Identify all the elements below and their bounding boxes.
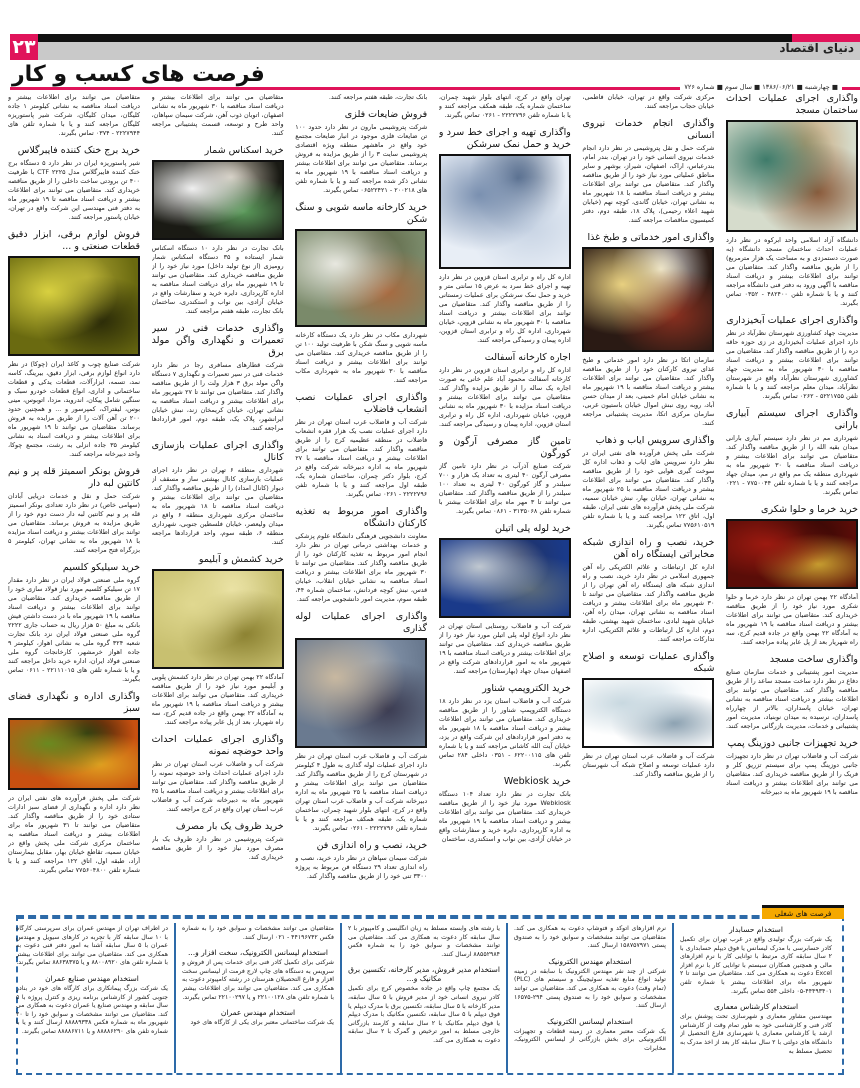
job-description: نرم افزارهای اتوکد و فتوشاپ دعوت به همکاری می کند. متقاضیان می توانند مشخصات و سوابق خود را به صندوق پستی ۱۵۸۷۵۷۹۷۱ ارسال کنند. — [514, 925, 666, 950]
news-article — [152, 145, 284, 316]
article-headline: خرید سیلیکو کلسیم — [62, 562, 140, 573]
job-description: شرکتی از چند نفر مهندس الکترونیک با سابقه در زمینه تولید انواع منابع تغذیه سوئیچینگ و سیستم های (PLC) (تمام وقت) دعوت به همکاری می کند. متقاضیان می توانند مشخصات و سوابق خود را به صندوق پستی ۲۹۴-۱۶۵۷۵ ارسال کنند. — [514, 967, 666, 1010]
article-body: شهرداری مم در نظر دارد سیستم آبیاری بارانی میدان بقیه الله را از طریق مناقصه واگذار کند. متقاضیان می توانند برای اطلاعات بیشتر و دریافت اسناد مناقصه با ۳۰ شهریور ماه به شهرداری منطقه یک مم واقع در مم، میدان جهاد مراجعه کنند و یا با شماره تلفن ۷۷۵۰۰۴۴ - ۰۲۲۱ تماس بگیرند. — [726, 434, 858, 496]
job-listing — [16, 974, 168, 1037]
news-article — [582, 651, 714, 779]
news-article — [295, 93, 427, 102]
article-body: آمادگاه ۲۲ بهمن تهران در نظر دارد خرما و حلوا شکری مورد نیاز خود را از طریق مناقصه خریداری کند. متقاضیان می توانند برای اطلاعات بیشتر و دریافت اسناد مناقصه با ۱۹ شهریور ماه به آمادگاه ۲۲ بهمن واقع در جاده قدیم کرج، سه راه شهریار بعد از پل عابر پیاده مراجعه کنند. — [726, 593, 858, 646]
article-headline: واگذاری عملیات توسعه و اصلاح شبکه — [582, 651, 715, 674]
job-description: شرکتی برای تکمیل کادر فنی برای خدمات پس از فروش و سرویس به دستگاه های چاپ لارج فرمت از لیسانس سخت افزار و فارغ التحصیلان هنرستان در رشته کامپیوتر دعوت به همکاری می کند. متقاضیان می توانند برای اطلاعات بیشتر با شماره تلفن های ۲۲۱۰۰۱۲۸ و یا ۲۲۱۰۰۲۹۷ تماس بگیرند. — [182, 959, 334, 1001]
article-headline: واگذاری اجرای عملیات نصب انشعاب فاضلاب — [295, 392, 428, 415]
job-column-1 — [680, 925, 832, 1073]
pipes-photo — [439, 538, 571, 618]
article-headline: خرید الکتروپمپ شناور — [482, 683, 571, 694]
job-listing — [182, 948, 334, 1002]
article-body: اداره کل ارتباطات و علائم الکتریکی راه آهن جمهوری اسلامی در نظر دارد خرید، نصب و راه اندازی شبکه های ایستگاه راه آهن تهران را از طریق مناقصه واگذار کند. متقاضیان می توانند تا ۳۰ شهریور ماه برای اطلاعات بیشتر و دریافت اسناد مناقصه به نشانی تهران، میدان راه آهن، خیابان شهید لبادی، ساختمان شهید بهشتی، طبقه دوم، اداره کل ارتباطات و علائم الکتریکی، اداره تدارکات مراجعه کنند. — [582, 563, 715, 643]
news-article — [726, 93, 858, 308]
article-body: شرکت آب و فاضلاب غرب استان تهران در نظر دارد اجرای عملیات نصب یک هزار فقره انشعاب فاضلاب در منطقه عظیمیه کرج را از طریق مناقصه واگذار کند. متقاضیان می توانند برای اطلاعات بیشتر و دریافت اسناد مناقصه با ۲۷ شهریور ماه به اداره دبیرخانه شرکت واقع در کرج، بلوار دکتر چمران، ساختمان شماره یک، طبقه اول مراجعه کنند و یا با شماره تلفن ۲۲۲۲۷۹۶ - ۰۲۶۱ تماس بگیرند. — [295, 418, 428, 498]
article-headline: فروش بونکر اسمیتز قله پر و نیم کانتین لبه دار — [8, 466, 140, 489]
news-article — [439, 436, 571, 516]
job-listing — [680, 925, 832, 996]
article-headline: واگذاری اداره و نگهداری فضای سبز — [8, 691, 140, 714]
news-column-4 — [295, 93, 427, 903]
article-body: متقاضیان می توانند برای اطلاعات بیشتر و دریافت اسناد مناقصه به نشانی کیلومتر ۱ جاده کلیگان، میدان کلیگان، شرکت شیر پاستوریزه کلیگان مراجعه کنند و یا با شماره تلفن های ۲۲۲۷۹۴۴ - ۰۳۷۴ تماس بگیرند. — [8, 93, 140, 137]
article-body: تهران واقع در کرج، انتهای بلوار شهید چمران، ساختمان شماره یک، طبقه همکف مراجعه کنند و یا با شماره تلفن ۲۲۲۲۷۹۶ - ۰۲۶۱ تماس بگیرند. — [438, 93, 571, 119]
job-listing — [182, 1008, 334, 1028]
news-article — [439, 352, 571, 429]
article-headline: واگذاری تهیه و اجرای خط سرد و خرید و حمل نمک سرشکن — [438, 127, 571, 150]
gears-photo — [8, 256, 140, 356]
article-body: شرکت آب و فاضلاب روستایی استان تهران در نظر دارد انواع لوله پلی اتیلن مورد نیاز خود را از طریق مناقصه خریداری کند. متقاضیان می توانند برای اطلاعات بیشتر و دریافت اسناد مناقصه با ۱۹ شهریور ماه به امور قراردادهای شرکت واقع در اصفهان میدان جهاد (بهارستان) مراجعه کنند. — [438, 622, 571, 675]
article-headline: واگذاری اجرای عملیات احداث واحد حوضچه نمونه — [151, 734, 284, 757]
article-headline: واگذاری خدمات فنی در سیر تعمیرات و نگهداری واگن مولد برق — [151, 323, 284, 358]
news-column-5 — [152, 93, 284, 903]
article-body: مرکزی شرکت واقع در تهران، خیابان فاطمی، خیابان حجاب مراجعه کنند. — [582, 93, 715, 110]
article-headline: واگذاری اجرای عملیات آبخیزداری — [726, 315, 858, 326]
pipeline-photo — [295, 638, 427, 748]
job-column-5 — [16, 925, 168, 1073]
article-body: شیر پاستوریزه ایران در نظر دارد ۵ دستگاه برج خنک کننده فایبرگلاس مدل ۲۲۲۵ CTF با ظرفیت ۴۰۰ تن برودتی ساخت داخلی را از طریق مناقصه خریداری کند. متقاضیان می توانند برای اطلاعات بیشتر و دریافت اسناد مناقصه تا ۱۹ شهریور ماه به دفتر فنی مهندسی این شرکت واقع در تهران، خیابان پاستور مراجعه کنند. — [8, 159, 140, 221]
article-headline: واگذاری اجرای عملیات احداث ساختمان مسجد — [726, 93, 858, 116]
article-body: سازمان اتکا در نظر دارد امور خدماتی و طبخ غذای نیروی کارکنان خود را از طریق مناقصه واگذار کند. متقاضیان می توانند برای اطلاعات بیشتر و دریافت اسناد مناقصه با ۱۹ شهریور ماه به نشانی خیابان امام خمینی، بعد از میدان حسن آباد، روبه روی نبش اموال خیابان باستیون غربی، سازمان مرکزی اتکا، مدیریت پشتیبانی مراجعه کنند. — [582, 356, 715, 427]
article-body: شرکت آب و فاضلاب عرب استان تهران در نظر دارد عملیات توسعه و اصلاح شبکه آب شهرستان را از طریق مناقصه واگذار کند. — [582, 752, 715, 778]
job-description: مهندسین مشاور معماری و شهرسازی تحت پوشش برای کادر فنی و کارشناسی خود به طور تمام وقت از کارشناس ارشد یا کارشناس معماری یا شهرسازی فارغ التحصیل از دانشگاه های دولتی با ۲ سال سابقه کار بعد از اخذ مدرک به تحصیل مسلط به — [680, 1013, 832, 1055]
article-headline: واگذاری اجرای عملیات لوله گذاری — [295, 611, 428, 634]
news-article — [439, 93, 571, 120]
news-article — [295, 109, 427, 195]
news-article — [152, 93, 284, 138]
news-article — [295, 840, 427, 881]
news-article — [8, 229, 140, 459]
job-listing — [514, 925, 666, 951]
news-article — [152, 554, 284, 727]
job-title: استخدام مهندس صنایع عمران — [45, 973, 139, 983]
news-article — [295, 506, 427, 604]
article-headline: فروش لوازم برقی، ابزار دقیق قطعات صنعتی و ... — [8, 229, 140, 252]
article-body: مدیریت جهاد کشاورزی شهرستان نظرآباد در نظر دارد اجرای عملیات آبخیزداری در زی حوزه حاقه دره را از طریق مناقصه واگذار کند. متقاضیان می توانند برای اطلاعات بیشتر و دریافت اسناد مناقصه با ۳۰ شهریور ماه به مدیریت جهاد کشاورزی شهرستان نظرآباد واقع در شهرستان نظرآباد، میدان معلم مراجعه کنند و یا با شماره تلفن ۵۲۲۱۷۵۵ - ۰۲۶۲ تماس بگیرند. — [726, 329, 858, 400]
news-article — [8, 145, 140, 222]
article-body: شرکت قطارهای مسافری رجا در نظر دارد خدمات فنی در سیر تعمیرات و نگهداری ۷ دستگاه واگن مولد برق ۳ هزار ولت را از طریق مناقصه واگذار کند. متقاضیان می توانند تا ۲۷ شهریور ماه برای اطلاعات بیشتر و دریافت اسناد مناقصه به نشانی تهران، خیابان کریمخان زند، نبش خیابان ایرانشهر، پلاک یک، طبقه دوم، امور قراردادها مراجعه کنند. — [151, 361, 284, 432]
article-headline: واگذاری ساخت مسجد — [769, 654, 858, 665]
job-column-4 — [182, 925, 334, 1073]
news-article — [582, 435, 714, 530]
job-opportunities-box — [16, 915, 844, 1075]
job-column-divider — [672, 923, 674, 1073]
article-body: مدیریت امور پشتیبانی و خدمات سازمان صنایع دفاع در نظر دارد ساخت مسجد ساعد را از طریق مناقصه واگذار کند. متقاضیان می توانند برای اطلاعات بیشتر و دریافت اسناد مناقصه به نشانی تهران، خیابان پاسداران، بالاتر از چهارراه پاسداران، نرسیده به میدان نوبنیاد، مدیریت امور پشتیبانی و خدمات، مدیریت بازرگانی مراجعه کنند. — [726, 668, 858, 730]
article-columns — [10, 93, 860, 903]
article-headline: خرید اسکناس شمار — [204, 145, 284, 156]
article-body: شهرداری مکاب در نظر دارد یک دستگاه کارخانه ماسه شویی و سنگ شکن با ظرفیت تولید ۱۰۰ تن را از طریق مناقصه خریداری کند. متقاضیان می توانند برای اطلاعات بیشتر و دریافت اسناد مناقصه با ۳۰ شهریور ماه به شهرداری مکاب مراجعه کنند. — [295, 331, 428, 384]
news-column-3 — [439, 93, 571, 903]
news-column-1 — [726, 93, 858, 903]
job-description: یک شرکت بزرگ پیمانکاری برای کارگاه های خود در بنادر جنوبی کشور از کارشناس برنامه ریزی و کنترل پروژه با ۵ سال سابقه و مهندس صنایع یا عمران دعوت به همکاری می کند. متقاضیان می توانند مشخصات و سوابق خود را تا ۲۰ شهریور ماه به شماره فکس ۸۸۸۸۹۳۳۸ ارسال کنند و یا با شماره تلفن های ۸۸۸۸۶۲۹۰ و یا ۸۸۸۸۶۷۱۱ تماس بگیرند. — [16, 984, 168, 1035]
article-headline: واگذاری اجرای سیستم آبیاری بارانی — [726, 408, 858, 431]
article-body: شرکت آب و فاضلاب عرب استان تهران در نظر دارد اجرای عملیات احداث واحد حوضچه نمونه را از طریق مناقصه واگذار کند. متقاضیان می توانند برای اطلاعات بیشتر و دریافت اسناد مناقصه با ۲۵ شهریور ماه به دبیرخانه شرکت آب و فاضلاب عرب استان تهران واقع در کرج مراجعه کنند. — [151, 760, 284, 813]
job-listing — [182, 925, 334, 942]
article-headline: خرید، نصب و راه اندازی فن — [316, 840, 428, 851]
forest-photo — [8, 718, 140, 790]
article-body: شرکت پتروشیمی مارون در نظر دارد حدود ۱۰۰ تن ضایعات فلزی موجود در انبار ضایعات مجتمع خود واقع در ماهشهر منطقه ویژه اقتصادی پتروشیمی سایت ۳ را از طریق مزایده به فروش برساند. متقاضیان می توانند برای اطلاعات بیشتر و دریافت اسناد مناقصه با ۱۹ شهریور ماه به نشانی ذکر شده مراجعه کنند و یا با شماره تلفن های ۲۰۰۲۱۸ - ۰۶۵۲۲۴۲۱ تماس بگیرند. — [295, 123, 428, 194]
article-body: متقاضیان می توانند برای اطلاعات بیشتر و دریافت اسناد مناقصه با ۳۰ شهریور ماه به نشانی اصفهان، اتوبان ذوب آهن، شرکت سیمان سپاهان، واحد طرح و توسعه، قسمت پشتیبانی مراجعه کنند. — [151, 93, 284, 137]
news-article — [152, 440, 284, 547]
page-number: ۲۳ — [10, 34, 38, 60]
job-description: یک شرکت معتبر معماری در زمینه قطعات و تجهیزات الکترونیکی برای بخش بازرگانی از لیسانس الکترونیک، مخابرات — [514, 1027, 666, 1052]
job-description: یک شرکت ساختمانی معتبر برای یکی از کارگاه های خود — [190, 1019, 334, 1027]
article-body: بانک تجارت در نظر دارد تعداد ۱۰۴ دستگاه Webkiosk مورد نیاز خود را از طریق مناقصه خریداری کند. متقاضیان می توانند برای اطلاعات بیشتر و دریافت اسناد مناقصه با ۱۹ شهریور ماه به اداره کارپردازی، دایره خرید و سفارشات واقع در خیابان آزادی، بین نواب و استکندری، ساختمان — [438, 790, 571, 843]
news-article — [439, 683, 571, 769]
news-article — [726, 504, 858, 647]
job-column-divider — [340, 923, 342, 1073]
dates-photo — [726, 519, 858, 589]
article-body: شرکت آب و فاضلاب استان یزد در نظر دارد ۱۸ دستگاه الکتروپمپ شناور را از طریق مناقصه خریداری کند. متقاضیان می توانند برای اطلاعات بیشتر و دریافت اسناد مناقصه با ۱۸ شهریور ماه به دفتر امور قراردادهای این شرکت واقع در یزد، خیابان آیت الله کاشانی مراجعه کنند و یا با شماره تلفن های ۶۲۲۰۰۱۱۵ - ۰۳۵۱ داخلی ۲۸۴ تماس بگیرند. — [438, 697, 571, 768]
article-body: شهرداری منطقه ۶ تهران در نظر دارد اجرای عملیات بازسازی کانال بهشتی ساز و مسقف از دیوار (کانال امداد) را از طریق مناقصه واگذار کند. متقاضیان می توانند برای اطلاعات بیشتر و دریافت اسناد مناقصه تا ۱۸ شهریور ماه به ساختمان مرکزی شهرداری منطقه ۶ واقع در میدان ولیعصر، خیابان فلسطین جنوبی، شهرداری منطقه ۶، طبقه سوم، واحد قراردادها مراجعه کنند. — [151, 466, 284, 546]
job-description: متقاضیان می توانند مشخصات و سوابق خود را به شماره فکس ۴۴۱۹۶۷۴۲ - ۰۲۱ ارسال کنند. — [182, 925, 334, 941]
water-glass-photo — [582, 678, 714, 748]
job-listing — [514, 957, 666, 1011]
job-title: استخدام کارشناس معماری — [713, 1002, 799, 1012]
job-title: استخدام مهندس عمران — [220, 1008, 296, 1018]
article-body: معاونت دانشجویی فرهنگی دانشگاه علوم پزشکی و خدمات بهداشتی درمانی تهران در نظر دارد انجام امور مربوط به تغذیه کارکنان خود را از طریق مناقصه واگذار کند. متقاضیان می توانند تا ۳۰ شهریور ماه برای اطلاعات بیشتر و دریافت اسناد مناقصه به نشانی خیابان انقلاب، خیابان قدس، نبش کوچه فردانش، ساختمان شماره ۴۴، طبقه سوم، مدیریت امور دانشجویی مراجعه کنند. — [295, 532, 428, 603]
article-body: بانک تجارت، طبقه هفتم مراجعه کنند. — [328, 93, 428, 101]
article-headline: واگذاری اجرای عملیات بازسازی کانال — [151, 440, 284, 463]
article-body: شرکت سیمان سپاهان در نظر دارد خرید، نصب و راه اندازی تعداد ۲۹ دستگاه فن مربوط به پروژه ۳۳۰۰ تنی خود را از طریق مناقصه واگذار کند. — [295, 854, 428, 880]
news-column-6 — [8, 93, 140, 903]
job-listing — [680, 1002, 832, 1056]
article-headline: خرید کشمش و آبلیمو — [198, 554, 284, 565]
news-article — [8, 562, 140, 684]
lasagna-photo — [582, 247, 714, 352]
article-body: آمادگاه ۲۲ بهمن تهران در نظر دارد کشمش پلویی و آبلیمو مورد نیاز خود را از طریق مناقصه خریداری کند. متقاضیان می توانند برای اطلاعات بیشتر و دریافت اسناد مناقصه با ۱۹ شهریور ماه به آمادگاه ۲۲ بهمن واقع در جاده قدیم کرج، سه راه شهریار، بعد از پل عابر پیاده مراجعه کنند. — [151, 673, 284, 726]
news-article — [726, 738, 858, 797]
article-headline: خرید برج خنک کننده فایبرگلاس — [17, 145, 140, 156]
article-headline: فروش ضایعات فلزی — [344, 109, 428, 120]
article-headline: واگذاری امور مربوط به تغذیه کارکنان دانشگاه — [295, 506, 428, 529]
news-article — [582, 537, 714, 644]
raisins-photo — [152, 569, 284, 669]
job-title: استخدام مدیر فروش، مدیر کارخانه، تکنسین برق مکانیک و... — [348, 965, 500, 984]
news-article — [8, 691, 140, 875]
news-column-2 — [582, 93, 714, 903]
article-body: بانک تجارت در نظر دارد ۱۰ دستگاه اسکناس شمار ایستاده و ۳۵ دستگاه اسکناس شمار رومیزی (از نوع تولید داخل) مورد نیاز خود را از طریق مناقصه خریداری کند. متقاضیان می توانند تا ۱۹ شهریور ماه برای دریافت اسناد مناقصه به اداره کارپردازی، دایره خرید و سفارشات واقع در خیابان آزادی، بین نواب و استکندری، ساختمان بانک تجارت، طبقه هفتم مراجعه کنند. — [151, 244, 284, 315]
article-headline: خرید لوله پلی اتیلن — [494, 523, 571, 534]
job-column-2 — [514, 925, 666, 1073]
article-headline: اجاره کارخانه آسفالت — [484, 352, 571, 363]
job-description: یک مجتمع چاپ واقع در جاده مخصوص کرج برای تکمیل کادر نیروی انسانی خود از مدیر فروش با ۵ سال سابقه، مدیر کارخانه با ۵ سال سابقه، تکنسین برق با مدرک دیپلم یا فوق دیپلم با ۵ سال سابقه، تکنسین مکانیک با مدرک دیپلم یا فوق دیپلم مکانیک با ۲ سال سابقه و کارمند بازرگانی خارجی مسلط به امور ترخیص و گمرک با ۲ سال سابقه دعوت به همکاری می کند. — [348, 985, 500, 1044]
job-description: یک شرکت بزرگ تولیدی واقع در غرب تهران برای تکمیل کادر حسابرسی با مدرک لیسانس یا فوق دیپلم حسابداری با ۲ سال سابقه کاری مرتبط با توانایی کار با نرم افزارهای مالی و همچنین همکاران سیستم با توانایی کار با نرم افزار Excel دعوت به همکاری می کند. متقاضیان می توانند تا ۲ شهریور ماه برای اطلاعات بیشتر با شماره تلفن ۴۴۴۹۳۴۰۱-۰۵ داخلی ۵۵۴ تماس بگیرند. — [680, 936, 832, 995]
news-article — [8, 466, 140, 555]
news-article — [582, 93, 714, 111]
article-headline: واگذاری سرویس ایاب و ذهاب — [595, 435, 715, 446]
job-listing — [348, 965, 500, 1045]
news-article — [582, 232, 714, 428]
article-headline: تامین گاز مصرفی آرگون و کورگون — [438, 436, 571, 459]
job-opportunities-label: فرصت های شغلی — [762, 905, 844, 919]
news-article — [152, 821, 284, 862]
article-body: شرکت صنایع چوب و کاغذ ایران (چوکا) در نظر دارد انواع لوازم برقی، ابزار دقیق، بیرینگ، کاسه نمد، تسمه، ابزارآلات، قطعات یدکی و قطعات ساختمانی و اداری، انواع قطعات خودرو سبک و سنگین شامل پیکان، اندروید، مزدا، اتوبوس، مینی بوس، لیفتراک، کمپرسور و ... و همچنین حدود ۲۰۰ تن آهن آلات را از طریق مزایده به فروش برساند. متقاضیان می توانند تا ۱۹ شهریور ماه برای اطلاعات بیشتر و دریافت اسناد به نشانی کیلومتر ۳۵ جاده انزلی به رشت، مجتمع چوکا، واحد دبیرخانه مراجعه کنند. — [8, 360, 140, 458]
article-headline: واگذاری امور خدماتی و طبخ غذا — [587, 232, 715, 243]
job-listing — [514, 1017, 666, 1054]
news-article — [295, 611, 427, 833]
header-gray-stripe — [10, 42, 860, 60]
header-black-stripe — [10, 34, 860, 42]
newspaper-logo: دنیای اقتصاد — [779, 41, 854, 55]
job-column-divider — [506, 923, 508, 1073]
news-article — [295, 202, 427, 385]
banknote-counter-photo — [152, 160, 284, 240]
article-body: اداره کل راه و ترابری استان قزوین در نظر دارد تهیه و اجرای خط سرد به عرض ۱۵ سانتی متر و خرید و حمل نمک سرشکن برای عملیات زمستانی را از طریق مناقصه واگذار کند. متقاضیان می توانند برای اطلاعات بیشتر و دریافت اسناد مناقصه با ۳۰ شهریور ماه به نشانی قزوین، خیابان شهرداری، اداره کل راه و ترابری استان قزوین، اداره پیمان و رسیدگی مراجعه کنند. — [438, 273, 571, 344]
article-body: شرکت صنایع آذرآب در نظر دارد تامین گاز مصرفی آرگون ۴۰ لیتری به تعداد یک هزار و ۷۰۰ سیلندر و گاز کورگون ۴۰ لیتری به تعداد ۱۰۰ سیلندر را از طریق مناقصه واگذار کند. متقاضیان می توانند تا ۳ مهر ماه برای اطلاعات بیشتر با شماره تلفن ۳۱۳۵۰۶۸ - ۰۸۶۱ تماس بگیرند. — [438, 462, 571, 515]
article-headline: واگذاری انجام خدمات نیروی انسانی — [582, 118, 715, 141]
article-headline: خرید کارخانه ماسه شویی و سنگ شکن — [295, 202, 428, 225]
news-article — [726, 654, 858, 731]
job-description: یا رشته های وابسته مسلط به زبان انگلیسی و کامپیوتر با ۲ سال سابقه کار دعوت به همکاری می کند. متقاضیان می توانند مشخصات و سوابق خود را به شماره فکس ۸۸۵۵۲۹۸۴ ارسال کنند. — [348, 925, 500, 958]
job-title: استخدام حسابدار — [729, 925, 783, 934]
section-title: فرصت های کسب و کار — [12, 62, 265, 87]
news-article — [582, 118, 714, 225]
news-article — [439, 776, 571, 844]
article-body: شرکت حمل و نقل و خدمات دریایی آبادان (سهامی خاص) در نظر دارد تعدادی بونکر اسمیتز قله پر و نیم کانتین لبه دار دست دوم خود را از طریق مزایده به فروش برساند. متقاضیان می توانند برای اطلاعات بیشتر و دریافت اسناد مزایده با ۱۸ شهریور ماه به نشانی تهران، کیلومتر ۵ بزرگراه فتح مراجعه کنند. — [8, 492, 140, 554]
article-body: شرکت حمل و نقل پتروشیمی در نظر دارد انجام خدمات نیروی انسانی خود را در تهران، بندر امام، بندرعباس، اراک، اصفهان، شیراز، بوشهر و سایر مناطق عملیاتی مورد نیاز خود را از طریق مناقصه واگذار کند. متقاضیان می توانند برای اطلاعات بیشتر و دریافت اسناد مناقصه با ۱۸ شهریور ماه به نشانی تهران، خیابان گاندی، کوچه نهم (خیابان شهید اعلاء رحیمی)، پلاک ۱۸، طبقه دوم، دفتر کمیسیون مناقصات مراجعه کنند. — [582, 144, 715, 224]
news-article — [152, 734, 284, 814]
article-body: شرکت آب و فاضلاب غرب استان تهران در نظر دارد اجرای عملیات لوله گذاری به طول ۴ کیلومتر در شهرستان کرج را از طریق مناقصه واگذار کند. متقاضیان می توانند برای اطلاعات بیشتر و دریافت اسناد مناقصه با ۲۵ شهریور ماه به اداره دبیرخانه شرکت آب و فاضلاب غرب استان تهران واقع در کرج، انتهای بلوار شهید چمران، ساختمان شماره یک، طبقه همکف مراجعه کنند و یا با شماره تلفن ۲۲۲۲۷۹۶ - ۰۲۶۱ تماس بگیرند. — [295, 752, 428, 832]
news-article — [295, 392, 427, 499]
article-headline: خرید ظروف یک بار مصرف — [175, 821, 284, 832]
article-body: گروه ملی صنعتی فولاد ایران در نظر دارد مقدار ۱۷ تن سیلیکو کلسیم مورد نیاز فولاد سازی خود را از طریق مناقصه خریداری کند. متقاضیان می توانند برای اطلاعات بیشتر و دریافت اسناد مناقصه با ۱۹ شهریور ماه با در دست داشتن فیش بانکی به مبلغ ۵۰ هزار ریال به حساب جاری ۲۲۲۲ گروه ملی صنعتی فولاد ایران نزد بانک تجارت شعبه ۳۲۴ گروه ملی به نشانی اهواز، کیلومتر ۹ جاده اهواز خرمشهر، کارخانجات گروه ملی صنعتی فولاد ایران، اداره خرید داخل مراجعه کنند و یا با شماره تلفن های ۲۲۱۱۱۰۱۵ - ۰۶۱۱ تماس بگیرند. — [8, 576, 140, 683]
article-body: شرکت ملی پخش فرآورده های نفتی ایران در نظر دارد سرویس های ایاب و ذهاب اداره کل سوخت گیری هوایی خود را از طریق مناقصه واگذار کند. متقاضیان می توانند برای اطلاعات بیشتر و دریافت اسناد مناقصه با ۲۵ شهریور ماه به نشانی تهران، خیابان بهار، نبش خیابان سمیه، شرکت ملی پخش فرآورده های نفتی ایران، طبقه اول، اتاق ۱۲۲ مراجعه کنند و یا با شماره تلفن ۷۷۵۶۱۰۵۱۹ تماس بگیرند. — [582, 449, 715, 529]
job-title: استخدام لیسانس الکترونیک، سخت افزار و... — [187, 948, 329, 958]
job-listing — [348, 925, 500, 959]
dateline: ■ چهارشنبه ■ ۱۳۸۶/۰۶/۲۱ ■ سال سوم ■ شماره ۷۲۶ — [680, 83, 842, 91]
news-article — [152, 323, 284, 433]
salt-photo — [439, 154, 571, 269]
article-headline: خرید، نصب و راه اندازی شبکه مخابراتی ایستگاه راه آهن — [582, 537, 715, 560]
header-bar — [10, 34, 860, 60]
news-article — [439, 523, 571, 676]
job-title: استخدام لیسانس الکترونیک — [547, 1016, 633, 1026]
article-headline: خرید Webkiosk — [503, 776, 571, 787]
news-article — [726, 315, 858, 401]
job-title: استخدام مهندس الکترونیک — [548, 956, 632, 966]
job-column-divider — [174, 923, 176, 1073]
news-article — [439, 127, 571, 345]
job-description: در اطراف تهران از مهندس عمران برای سرپرستی کارگاه با ۱۰ سال سابقه کار با تجربه در کارهای سیویل و مهندس عمران با ۵ سال سابقه آشنا به امور دفتر فنی دعوت به همکاری می کند. متقاضیان می توانند برای اطلاعات بیشتر با شماره تلفن های ۸۸۰۰۸۹۲۰ و یا ۸۸۶۳۸۳۷۵ تماس بگیرند. — [16, 925, 168, 967]
news-article — [726, 408, 858, 497]
article-body: دانشگاه آزاد اسلامی واحد ابرکوه در نظر دارد عملیات احداث ساختمان مسجد دانشگاه (به صورت دستمزدی و به مساحت یک هزار مترمربع) را از طریق مناقصه واگذار کند. متقاضیان می توانند برای اطلاعات بیشتر و دریافت اسناد مناقصه با آگهی ورود به دفتر فنی دانشگاه مراجعه کنند و یا با شماره تلفن ۴۸۲۴۰۰ - ۰۳۵۲ تماس بگیرند. — [726, 236, 858, 307]
article-body: شرکت ملی پخش فرآورده های نفتی ایران در نظر دارد اداره و نگهداری از فضای سبز ادارات ستادی خود را از طریق مناقصه واگذار کند. متقاضیان می توانند تا ۳۱ شهریور ماه برای اطلاعات بیشتر و دریافت اسناد مناقصه به ساختمان مرکزی شرکت ملی پخش واقع در خیابان سمیه، تقاطع خیابان بهار، مقابل بیمارستان آراد، طبقه اول، اتاق ۱۲۲ مراجعه کنند و یا با شماره تلفن ۷۷۵۶۰۴۸۰۰ تماس بگیرند. — [8, 794, 140, 874]
article-headline: خرید تجهیزات جانبی دوزینگ پمپ — [727, 738, 858, 749]
article-body: شرکت پتروشیمی در نظر دارد ظروف یک بار مصرف مورد نیاز خود را از طریق مناقصه خریداری کند. — [151, 835, 284, 861]
job-listing — [16, 925, 168, 968]
stone-crusher-photo — [295, 229, 427, 327]
article-body: شرکت آب و فاضلاب تهران در نظر دارد تجهیزات جانبی دوزینگ پمپ برای سیستم تزریق کلر و فریک را از طریق مناقصه خریداری کند. متقاضیان می توانند برای اطلاعات بیشتر و دریافت اسناد مناقصه با ۱۹ شهریور ماه به دبیرخانه — [726, 752, 858, 796]
mosque-photo — [726, 120, 858, 232]
job-column-3 — [348, 925, 500, 1073]
article-body: اداره کل راه و ترابری استان قزوین در نظر دارد کارخانه آسفالت محمود آباد علم خانی به صورت اجاره یک ساله را از طریق مزایده واگذار کند. متقاضیان می توانند برای اطلاعات بیشتر و دریافت اسناد مزایده با ۳۰ شهریور ماه به نشانی قزوین، خیابان شهرداری، اداره کل راه و ترابری استان قزوین، اداره پیمان و رسیدگی مراجعه کنند. — [438, 366, 571, 428]
article-headline: خرید خرما و حلوا شکری — [761, 504, 858, 515]
news-article — [8, 93, 140, 138]
